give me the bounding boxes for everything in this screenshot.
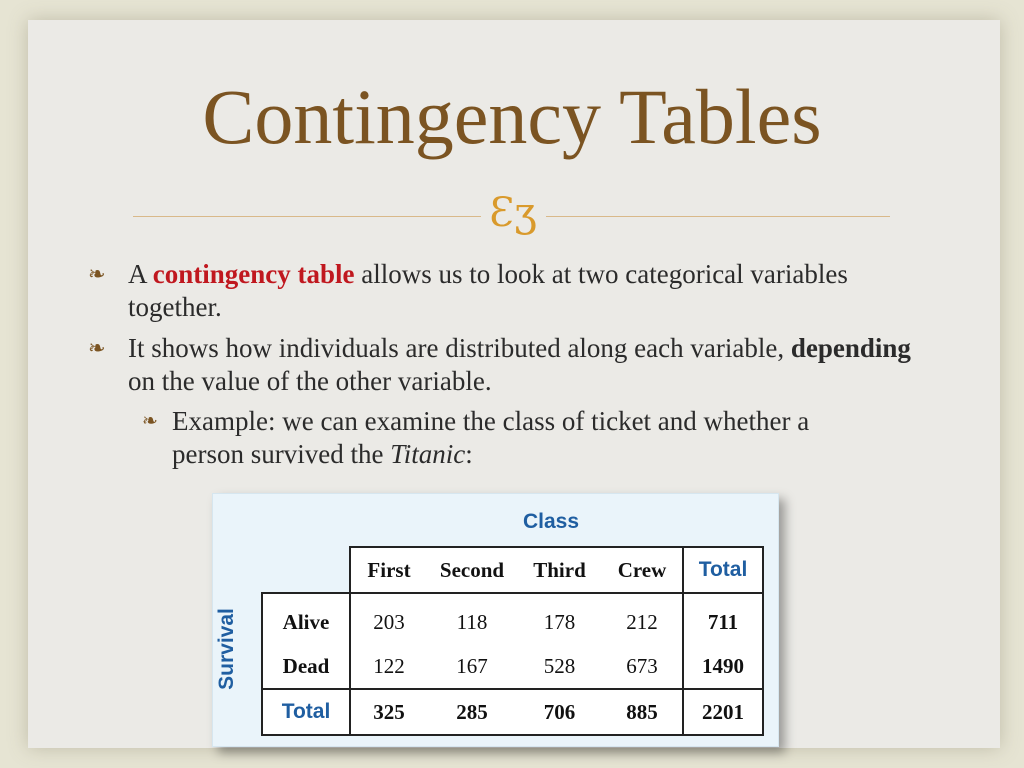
column-group-label: Class — [523, 510, 580, 533]
bullet-1-highlight: contingency table — [152, 259, 355, 289]
table-row — [262, 644, 763, 689]
table-cell-grand-total: 2201 — [683, 689, 763, 735]
table-cell-total: 706 — [517, 689, 602, 735]
table-cell: 118 — [427, 593, 517, 644]
bullet-2 — [88, 332, 928, 398]
bullet-1 — [88, 258, 928, 324]
sub-bullet-prefix: Example: we can examine the class of ticket and whether a person survived the — [172, 406, 810, 469]
column-header: Second — [427, 547, 517, 593]
column-header-total: Total — [683, 547, 763, 593]
row-group-label: Survival — [215, 608, 238, 690]
sub-bullet-icon: ❧ — [142, 411, 158, 432]
contingency-table-figure — [212, 493, 779, 747]
bullet-icon: ❧ — [88, 336, 106, 360]
bullet-2-prefix: It shows how individuals are distributed along each variable, — [128, 333, 791, 363]
table-cell: 203 — [350, 593, 427, 644]
table-total-row — [262, 689, 763, 735]
column-header: Crew — [602, 547, 683, 593]
bullet-1-suffix: allows us to look at two categorical variables together. — [128, 259, 848, 322]
bullet-2-suffix: on the value of the other variable. — [128, 366, 492, 396]
row-header: Dead — [262, 644, 350, 689]
row-header-total: Total — [262, 689, 350, 735]
column-header: First — [350, 547, 427, 593]
ornament-icon: Ɛʒ — [489, 190, 537, 236]
table-cell: 122 — [350, 644, 427, 689]
bullet-1-prefix: A — [128, 259, 153, 289]
table-cell-total: 285 — [427, 689, 517, 735]
table-cell-total: 885 — [602, 689, 683, 735]
row-header: Alive — [262, 593, 350, 644]
table-cell-total: 325 — [350, 689, 427, 735]
slide-title: Contingency Tables — [202, 73, 822, 160]
bullet-icon: ❧ — [88, 262, 106, 286]
contingency-table — [261, 546, 764, 736]
table-cell: 528 — [517, 644, 602, 689]
sub-bullet — [142, 405, 872, 471]
table-cell: 673 — [602, 644, 683, 689]
column-header: Third — [517, 547, 602, 593]
table-row — [262, 593, 763, 644]
table-cell: 178 — [517, 593, 602, 644]
sub-bullet-suffix: : — [465, 439, 473, 469]
table-cell-total: 1490 — [683, 644, 763, 689]
bullet-2-emphasis: depending — [790, 333, 911, 363]
sub-bullet-italic: Titanic — [390, 439, 466, 469]
table-cell: 167 — [427, 644, 517, 689]
table-cell-total: 711 — [683, 593, 763, 644]
table-header-row — [262, 547, 763, 593]
title-divider-left — [133, 216, 481, 217]
table-cell: 212 — [602, 593, 683, 644]
table-corner — [262, 547, 350, 593]
title-divider-right — [546, 216, 890, 217]
